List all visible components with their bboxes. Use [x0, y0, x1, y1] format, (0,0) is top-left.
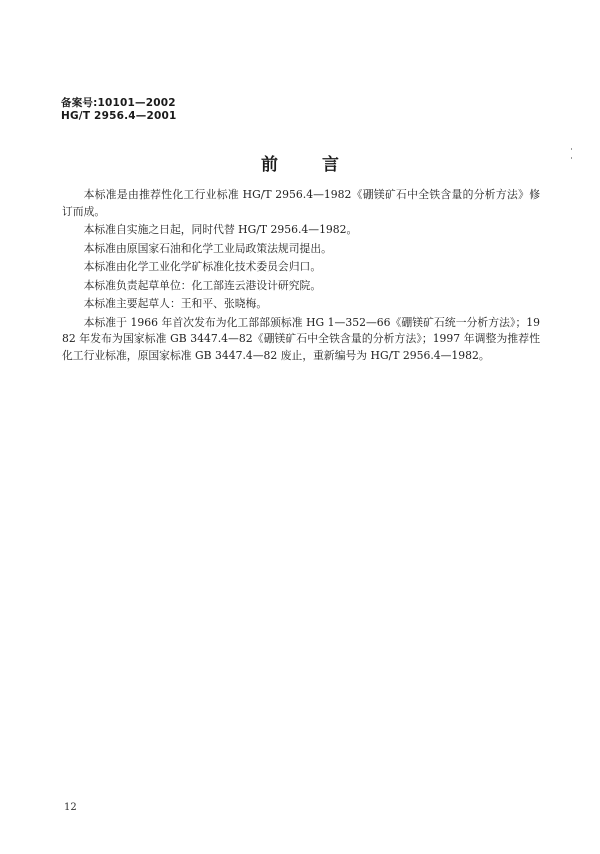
paragraph-drafting-unit: 本标准负责起草单位：化工部连云港设计研究院。 [83, 278, 322, 292]
page-title: 前言 [261, 155, 383, 175]
foreword-body [62, 187, 540, 366]
paragraph-centralized-unit: 本标准由化学工业化学矿标准化技术委员会归口。 [83, 260, 322, 274]
paragraph-replacement: 本标准自实施之日起，同时代替 HG/T 2956.4—1982。 [83, 223, 358, 237]
filing-number: 备案号:10101—2002 [61, 97, 176, 109]
standard-number: HG/T 2956.4—2001 [61, 110, 177, 122]
paragraph-revision: 本标准是由推荐性化工行业标准 HG/T 2956.4—1982《硼镁矿石中全铁含量的分析方法》修订而成。 [62, 188, 540, 218]
paragraph-history: 本标准于 1966 年首次发布为化工部部颁标准 HG 1—352—66《硼镁矿石统一分析方法》；1982 年发布为国家标准 GB 3447.4—82《硼镁矿石中全铁含量的分析方法》；1997 年调整为推荐性化工行业标准，原国家标准 GB 3447.4—82 废止，重新编号为 HG/T 2956.4—1982。 [62, 315, 540, 362]
page-number: 12 [64, 802, 77, 813]
paragraph-proposer: 本标准由原国家石油和化学工业局政策法规司提出。 [83, 241, 332, 255]
paragraph-drafters: 本标准主要起草人：王和平、张晓梅。 [83, 297, 268, 311]
scan-speck [571, 157, 572, 159]
scan-speck [571, 148, 572, 150]
